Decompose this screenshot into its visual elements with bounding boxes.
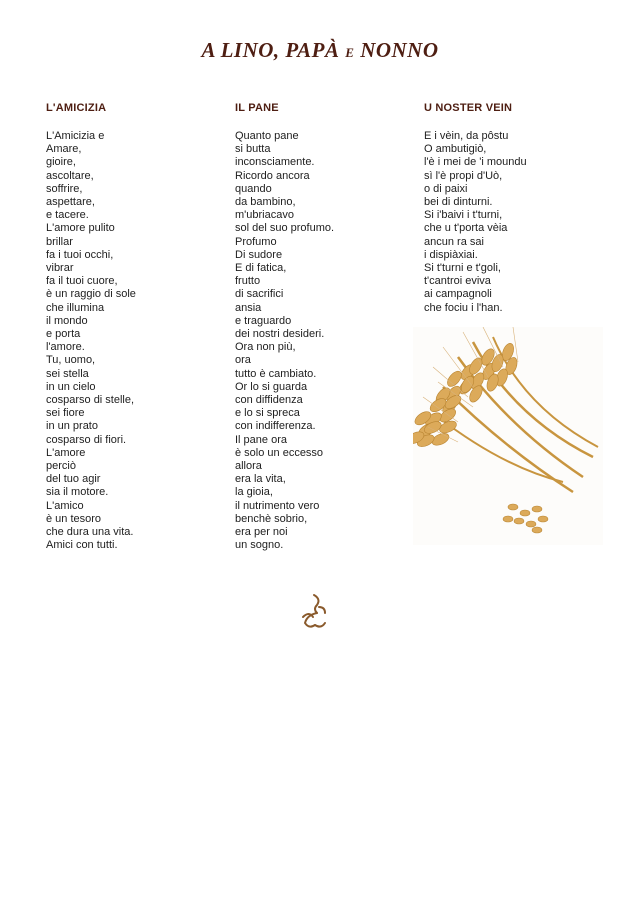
poem-line: è un tesoro: [46, 512, 102, 525]
poem-line: e tacere.: [46, 209, 89, 222]
poem-line: cosparso di fiori.: [46, 433, 127, 446]
poem-line: del tuo agir: [46, 473, 101, 486]
poem-line: tutto è cambiato.: [235, 367, 317, 380]
poem-line: frutto: [235, 275, 261, 288]
poem-line: Or lo si guarda: [235, 380, 308, 393]
poem-line: sol del suo profumo.: [235, 222, 335, 235]
poem-line: un sogno.: [235, 539, 284, 552]
poem-line: ora: [235, 354, 251, 367]
poem-line: con diffidenza: [235, 394, 303, 407]
poem-line: la gioia,: [235, 486, 273, 499]
poem-line: o di paixi: [424, 182, 468, 195]
poem-line: l'amore.: [46, 341, 85, 354]
wheat-image: [413, 327, 603, 545]
poem-lines: [424, 130, 604, 315]
poem-line: Profumo: [235, 235, 277, 248]
poem-line: O ambutigiò,: [424, 143, 487, 156]
page-title: [0, 38, 640, 63]
poem-line: Amici con tutti.: [46, 539, 118, 552]
poem-heading: U NOSTER VEIN: [424, 102, 513, 114]
poem-lines: [46, 130, 226, 553]
title-part-2: E: [345, 45, 355, 60]
poem-line: soffrire,: [46, 182, 83, 195]
poem-line: E i vèin, da pôstu: [424, 130, 509, 142]
poem-line: cosparso di stelle,: [46, 394, 135, 407]
poem-line: l'è i mei de 'i moundu: [424, 156, 527, 169]
poem-column-vein: [424, 102, 604, 315]
poem-column-amicizia: [46, 102, 226, 553]
poem-line: benchè sobrio,: [235, 512, 308, 525]
poem-line: Di sudore: [235, 248, 283, 261]
poem-line: bei di dinturni.: [424, 196, 493, 209]
title-part-3: NONNO: [360, 38, 439, 62]
poem-line: sia il motore.: [46, 486, 109, 499]
poem-line: ai campagnoli: [424, 288, 492, 301]
poem-line: in un prato: [46, 420, 98, 433]
poem-column-pane: [235, 102, 415, 553]
ornament-icon: [299, 593, 329, 631]
poem-line: era la vita,: [235, 473, 286, 486]
poem-line: fa il tuoi cuore,: [46, 275, 118, 288]
poem-lines: [235, 130, 415, 553]
poem-line: che u t'porta vèia: [424, 222, 508, 235]
poem-heading: L'AMICIZIA: [46, 102, 107, 114]
poem-line: Ora non più,: [235, 341, 296, 354]
poem-line: e porta: [46, 328, 81, 341]
poem-line: Si t'turni e t'goli,: [424, 262, 501, 275]
poem-line: è solo un eccesso: [235, 446, 324, 459]
poem-line: Ricordo ancora: [235, 169, 310, 182]
poem-line: t'cantroi eviva: [424, 275, 491, 288]
poem-line: dei nostri desideri.: [235, 328, 325, 341]
poem-line: da bambino,: [235, 196, 296, 209]
poem-line: Si i'baivi i t'turni,: [424, 209, 503, 222]
poem-line: E di fatica,: [235, 262, 287, 275]
poem-line: aspettare,: [46, 196, 95, 209]
poem-line: il mondo: [46, 314, 88, 327]
poem-line: allora: [235, 460, 262, 473]
poem-line: L'Amicizia e: [46, 130, 105, 142]
poem-line: il nutrimento vero: [235, 499, 320, 512]
poem-line: si butta: [235, 143, 271, 156]
poem-line: che fociu i l'han.: [424, 301, 503, 314]
poem-line: ansia: [235, 301, 262, 314]
poem-line: ascoltare,: [46, 169, 94, 182]
poem-line: che dura una vita.: [46, 526, 134, 539]
poem-line: Tu, uomo,: [46, 354, 96, 367]
poem-line: fa i tuoi occhi,: [46, 248, 114, 261]
poem-line: perciò: [46, 460, 76, 473]
poem-line: Quanto pane: [235, 130, 299, 142]
poem-line: L'amore: [46, 446, 86, 459]
poem-line: sì l'è propi d'Uò,: [424, 169, 503, 182]
poem-line: ancun ra sai: [424, 235, 484, 248]
poem-line: e traguardo: [235, 314, 292, 327]
poem-line: m'ubriacavo: [235, 209, 294, 222]
poem-line: brillar: [46, 235, 73, 248]
poem-line: sei fiore: [46, 407, 85, 420]
poem-line: Amare,: [46, 143, 82, 156]
poem-line: vibrar: [46, 262, 74, 275]
poem-line: con indifferenza.: [235, 420, 316, 433]
poem-line: in un cielo: [46, 380, 96, 393]
poem-line: e lo si spreca: [235, 407, 300, 420]
poem-line: era per noi: [235, 526, 288, 539]
poem-line: Il pane ora: [235, 433, 287, 446]
poem-line: gioire,: [46, 156, 76, 169]
poem-line: inconsciamente.: [235, 156, 315, 169]
title-part-1: A LINO, PAPÀ: [201, 38, 340, 62]
poem-line: che illumina: [46, 301, 105, 314]
poem-line: di sacrifici: [235, 288, 284, 301]
poem-line: sei stella: [46, 367, 89, 380]
poem-line: quando: [235, 182, 272, 195]
poem-heading: IL PANE: [235, 102, 279, 114]
poem-line: è un raggio di sole: [46, 288, 136, 301]
poem-line: L'amore pulito: [46, 222, 115, 235]
poem-line: L'amico: [46, 499, 84, 512]
poem-line: i dispiàxiai.: [424, 248, 478, 261]
